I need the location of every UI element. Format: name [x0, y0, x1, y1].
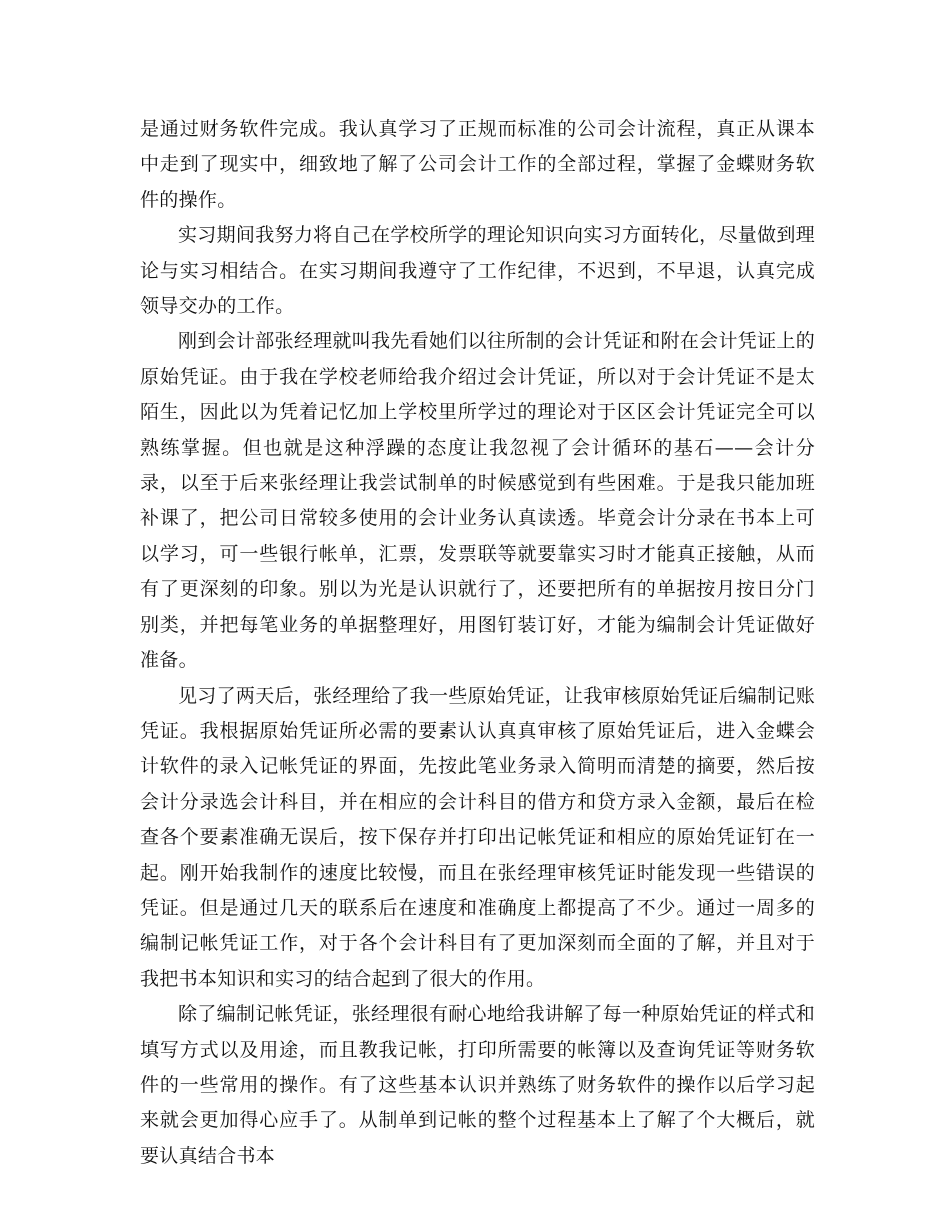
paragraph-1: 是通过财务软件完成。我认真学习了正规而标准的公司会计流程，真正从课本中走到了现实中，细致地了解了公司会计工作的全部过程，掌握了金蝶财务软件的操作。 [140, 118, 815, 211]
paragraph-5: 除了编制记帐凭证，张经理很有耐心地给我讲解了每一种原始凭证的样式和填写方式以及用途，而且教我记帐，打印所需要的帐簿以及查询凭证等财务软件的一些常用的操作。有了这些基本认识并熟练了财务软件的操作以后学习起来就会更加得心应手了。从制单到记帐的整个过程基本上了解了个大概后，就要认真结合书本 [140, 1003, 815, 1167]
paragraph-2: 实习期间我努力将自己在学校所学的理论知识向实习方面转化，尽量做到理论与实习相结合。在实习期间我遵守了工作纪律，不迟到，不早退，认真完成领导交办的工作。 [140, 224, 815, 318]
document-body [140, 112, 815, 1174]
paragraph-4: 见习了两天后，张经理给了我一些原始凭证，让我审核原始凭证后编制记账凭证。我根据原始凭证所必需的要素认认真真审核了原始凭证后，进入金蝶会计软件的录入记帐凭证的界面，先按此笔业务录入简明而清楚的摘要，然后按会计分录选会计科目，并在相应的会计科目的借方和贷方录入金额，最后在检查各个要素准确无误后，按下保存并打印出记帐凭证和相应的原始凭证钉在一起。刚开始我制作的速度比较慢，而且在张经理审核凭证时能发现一些错误的凭证。但是通过几天的联系后在速度和准确度上都提高了不少。通过一周多的编制记帐凭证工作，对于各个会计科目有了更加深刻而全面的了解，并且对于我把书本知识和实习的结合起到了很大的作用。 [140, 684, 815, 990]
paragraph-3: 刚到会计部张经理就叫我先看她们以往所制的会计凭证和附在会计凭证上的原始凭证。由于我在学校老师给我介绍过会计凭证，所以对于会计凭证不是太陌生，因此以为凭着记忆加上学校里所学过的理论对于区区会计凭证完全可以熟练掌握。但也就是这种浮躁的态度让我忽视了会计循环的基石——会计分录，以至于后来张经理让我尝试制单的时候感觉到有些困难。于是我只能加班补课了，把公司日常较多使用的会计业务认真读透。毕竟会计分录在书本上可以学习，可一些银行帐单，汇票，发票联等就要靠实习时才能真正接触，从而有了更深刻的印象。别以为光是认识就行了，还要把所有的单据按月按日分门别类，并把每笔业务的单据整理好，用图钉装订好，才能为编制会计凭证做好准备。 [140, 330, 815, 672]
